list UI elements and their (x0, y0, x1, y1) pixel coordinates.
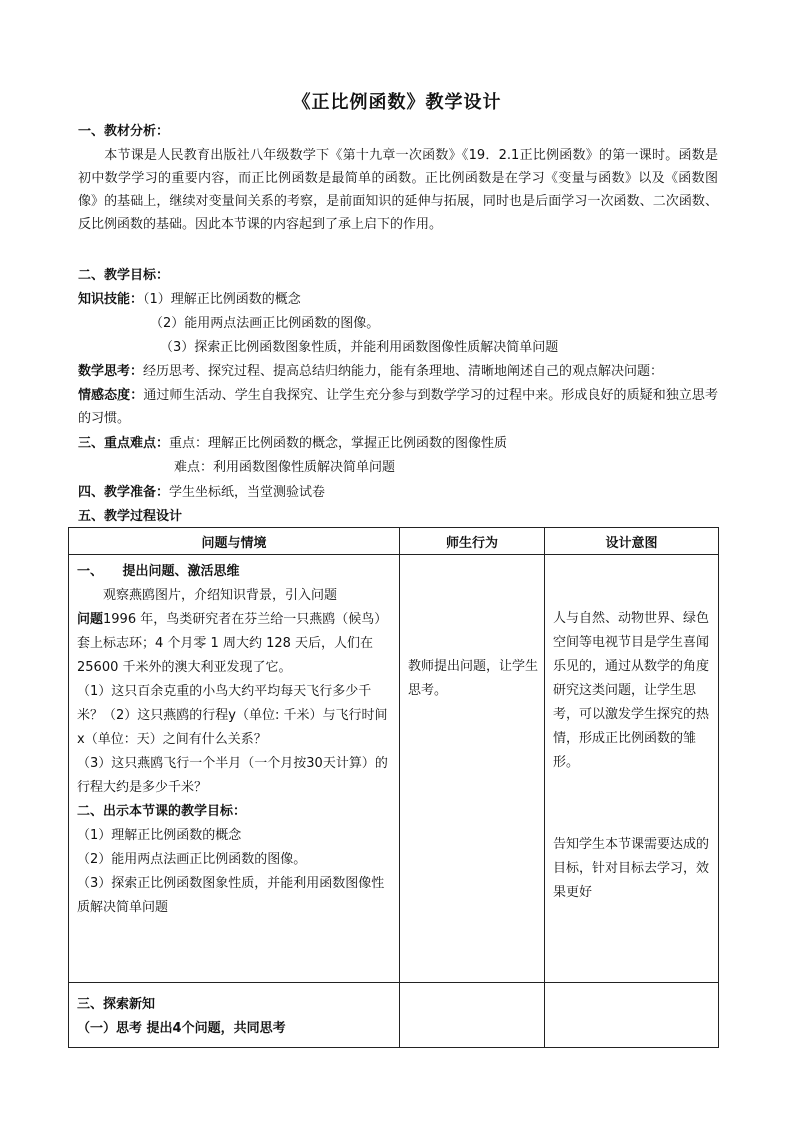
knowledge-label: 知识技能： (78, 292, 144, 307)
situation-cell (69, 555, 400, 983)
problem-label: 问题 (77, 612, 104, 627)
attitude-text: 通过师生活动、学生自我探究、让学生充分参与到数学学习的过程中来。形成良好的质疑和独立思考的习惯。 (78, 388, 718, 426)
section-3-heading: 三、重点难点： (78, 436, 170, 451)
preparation-text: 学生坐标纸，当堂测验试卷 (169, 485, 326, 500)
knowledge-item-3: （3）探索正比例函数图象性质，并能利用函数图像性质解决简单问题 (160, 340, 559, 355)
problem-body: 1996 年，鸟类研究者在芬兰给一只燕鸥（候鸟）套上标志环；4 个月零 1 周大约 128 天后，人们在 25600 千米外的澳大利亚发现了它。 (77, 612, 388, 675)
column-header-intent: 设计意图 (545, 528, 719, 555)
column-header-action: 师生行为 (400, 528, 545, 555)
difficult-point-text: 难点：利用函数图像性质解决简单问题 (174, 460, 396, 475)
goal-1: （1）理解正比例函数的概念 (77, 828, 242, 843)
key-point-text: 重点：理解正比例函数的概念，掌握正比例函数的图像性质 (169, 436, 508, 451)
step-1-heading: 一、 提出问题、激活思维 (77, 564, 240, 579)
question-1-2: （1）这只百余克重的小鸟大约平均每天飞行多少千米？（2）这只燕鸥的行程y（单位: 千米）与飞行时间x（单位：天）之间有什么关系？ (77, 684, 388, 747)
action-cell (400, 983, 545, 1048)
key-points-line (78, 436, 507, 452)
knowledge-item-2: （2）能用两点法画正比例函数的图像。 (150, 316, 380, 331)
intent-cell (545, 983, 719, 1048)
column-header-situation: 问题与情境 (69, 528, 400, 555)
step-2-heading: 二、出示本节课的教学目标： (77, 804, 247, 819)
question-3: （3）这只燕鸥飞行一个半月（一个月按30天计算）的行程大约是多少千米？ (77, 756, 388, 795)
section-2-heading: 二、教学目标： (78, 268, 170, 283)
intent-text-1: 人与自然、动物世界、绿色空间等电视节目是学生喜闻乐见的，通过从数学的角度研究这类问题，让学生思考，可以激发学生探究的热情，形成正比例函数的雏形。 (553, 611, 710, 770)
section-4-heading: 四、教学准备： (78, 485, 170, 500)
knowledge-line (78, 292, 301, 308)
situation-cell (69, 983, 400, 1048)
section-1-paragraph (78, 144, 718, 236)
problem-text (77, 608, 393, 680)
table-row (69, 555, 719, 983)
process-table (68, 527, 719, 1048)
step-3-subheading: （一）思考 提出4个问题，共同思考 (77, 1021, 286, 1036)
intent-text-2: 告知学生本节课需要达成的目标，针对目标去学习，效果更好 (553, 837, 710, 900)
section-1-text: 本节课是人民教育出版社八年级数学下《第十九章一次函数》《19．2.1正比例函数》的第一课时。函数是初中数学学习的重要内容，而正比例函数是最简单的函数。正比例函数是在学习《变量与函数》以及《函数图像》的基础上，继续对变量间关系的考察，是前面知识的延伸与拓展，同时也是后面学习一次函数、二次函数、反比例函数的基础。因此本节课的内容起到了承上启下的作用。 (78, 148, 718, 232)
math-thinking-text: 经历思考、探究过程、提高总结归纳能力，能有条理地、清晰地阐述自己的观点解决问题： (143, 364, 664, 379)
math-thinking-label: 数学思考： (78, 364, 144, 379)
section-5-heading: 五、教学过程设计 (78, 509, 183, 524)
action-cell (400, 555, 545, 983)
page-title: 《正比例函数》教学设计 (292, 92, 502, 113)
attitude-paragraph (78, 384, 718, 430)
teacher-action-text: 教师提出问题，让学生思考。 (408, 659, 539, 698)
intent-cell (545, 555, 719, 983)
section-1-heading: 一、教材分析： (78, 124, 170, 139)
goal-2: （2）能用两点法画正比例函数的图像。 (77, 852, 307, 867)
attitude-label: 情感态度： (78, 388, 144, 403)
intro-text: 观察燕鸥图片，介绍知识背景，引入问题 (103, 588, 338, 603)
math-thinking-line (78, 364, 663, 380)
table-header-row (69, 528, 719, 555)
step-3-heading: 三、探索新知 (77, 997, 156, 1012)
goal-3: （3）探索正比例函数图象性质，并能利用函数图像性质解决简单问题 (77, 876, 385, 915)
preparation-line (78, 485, 325, 501)
table-row (69, 983, 719, 1048)
knowledge-item-1: （1）理解正比例函数的概念 (143, 292, 301, 307)
